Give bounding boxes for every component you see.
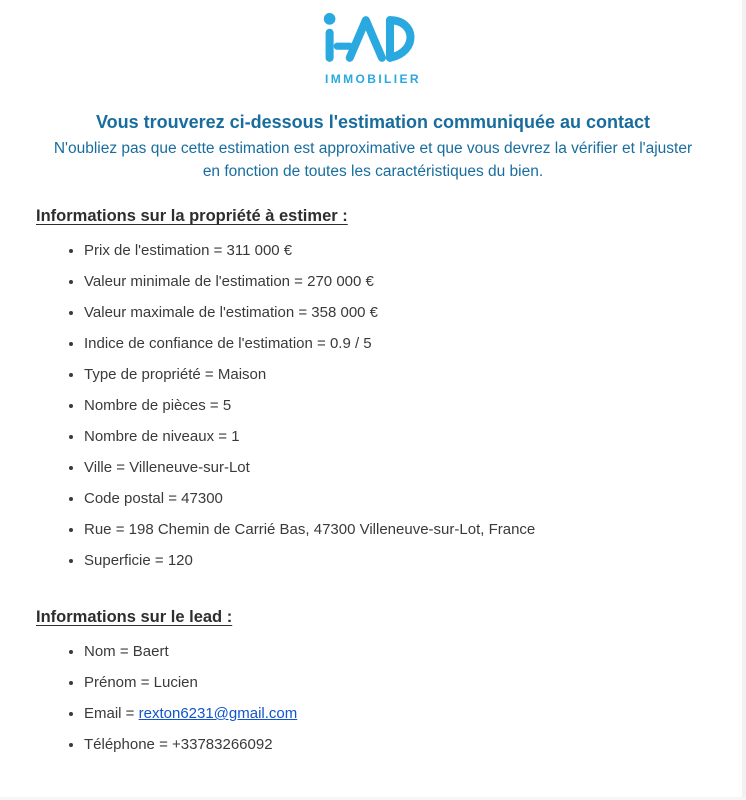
item-value: Lucien — [153, 674, 198, 691]
email-link[interactable]: rexton6231@gmail.com — [138, 705, 298, 722]
item-label: Ville — [84, 459, 113, 476]
item-value: 198 Chemin de Carrié Bas, 47300 Villeneuve-sur-Lot, France — [128, 521, 536, 538]
list-item: • Téléphone = +33783266092 — [84, 736, 710, 754]
item-value: 358 000 € — [311, 304, 379, 321]
list-item: • Nombre de niveaux = 1 — [84, 428, 710, 446]
sections-container — [0, 207, 746, 754]
info-section — [36, 608, 710, 754]
item-value: Maison — [217, 366, 267, 383]
item-value: 47300 — [181, 490, 223, 507]
item-label: Téléphone — [84, 736, 155, 753]
bullet-list — [36, 643, 710, 754]
list-item: • Nombre de pièces = 5 — [84, 397, 710, 415]
section-heading: Informations sur le lead : — [36, 608, 233, 626]
list-item: • Prix de l'estimation = 311 000 € — [84, 242, 710, 260]
section-heading: Informations sur la propriété à estimer : — [36, 207, 348, 225]
item-label: Valeur minimale de l'estimation — [84, 273, 291, 290]
list-item: • Nom = Baert — [84, 643, 710, 661]
list-item: • Valeur minimale de l'estimation = 270 000 € — [84, 273, 710, 291]
item-value: 5 — [222, 397, 232, 414]
item-label: Nombre de pièces — [84, 397, 206, 414]
list-item: • Rue = 198 Chemin de Carrié Bas, 47300 Villeneuve-sur-Lot, France — [84, 521, 710, 539]
item-label: Superficie — [84, 552, 151, 569]
item-value: 1 — [231, 428, 240, 445]
item-label: Valeur maximale de l'estimation — [84, 304, 295, 321]
list-item: • Code postal = 47300 — [84, 490, 710, 508]
item-label: Code postal — [84, 490, 165, 507]
item-label: Prénom — [84, 674, 137, 691]
page-subtitle-line-1: N'oubliez pas que cette estimation est approximative et que vous devrez la vérifier et l'ajuster — [53, 140, 693, 157]
brand-tagline: IMMOBILIER — [325, 72, 421, 86]
item-label: Email — [84, 705, 122, 722]
item-value: Baert — [132, 643, 169, 660]
list-item: • Superficie = 120 — [84, 552, 710, 570]
page-subtitle — [0, 138, 746, 183]
item-value: Villeneuve-sur-Lot — [129, 459, 250, 476]
item-value: 270 000 € — [307, 273, 374, 290]
item-label: Indice de confiance de l'estimation — [84, 335, 313, 352]
list-item: • Prénom = Lucien — [84, 674, 710, 692]
info-section — [36, 207, 710, 570]
item-value: 311 000 € — [226, 242, 293, 259]
item-value: 0.9 / 5 — [329, 335, 372, 352]
page-subtitle-line-2: en fonction de toutes les caractéristiques du bien. — [202, 162, 544, 180]
item-label: Prix de l'estimation — [84, 242, 210, 259]
item-value: +33783266092 — [172, 736, 273, 753]
list-item: • Valeur maximale de l'estimation = 358 000 € — [84, 304, 710, 322]
list-item: • Ville = Villeneuve-sur-Lot — [84, 459, 710, 477]
brand-logo — [0, 12, 746, 86]
list-item: • Indice de confiance de l'estimation = 0.9 / 5 — [84, 335, 710, 353]
iad-logo-icon — [322, 12, 424, 66]
list-item: • Type de propriété = Maison — [84, 366, 710, 384]
item-label: Type de propriété — [84, 366, 201, 383]
item-value: 120 — [167, 552, 193, 569]
item-label: Nombre de niveaux — [84, 428, 215, 445]
page-title: Vous trouverez ci-dessous l'estimation communiquée au contact — [95, 112, 651, 132]
list-item: • Email = rexton6231@gmail.com — [84, 705, 710, 723]
viewport-right-edge — [742, 0, 746, 800]
item-label: Rue — [84, 521, 112, 538]
bullet-list — [36, 242, 710, 570]
item-label: Nom — [84, 643, 116, 660]
